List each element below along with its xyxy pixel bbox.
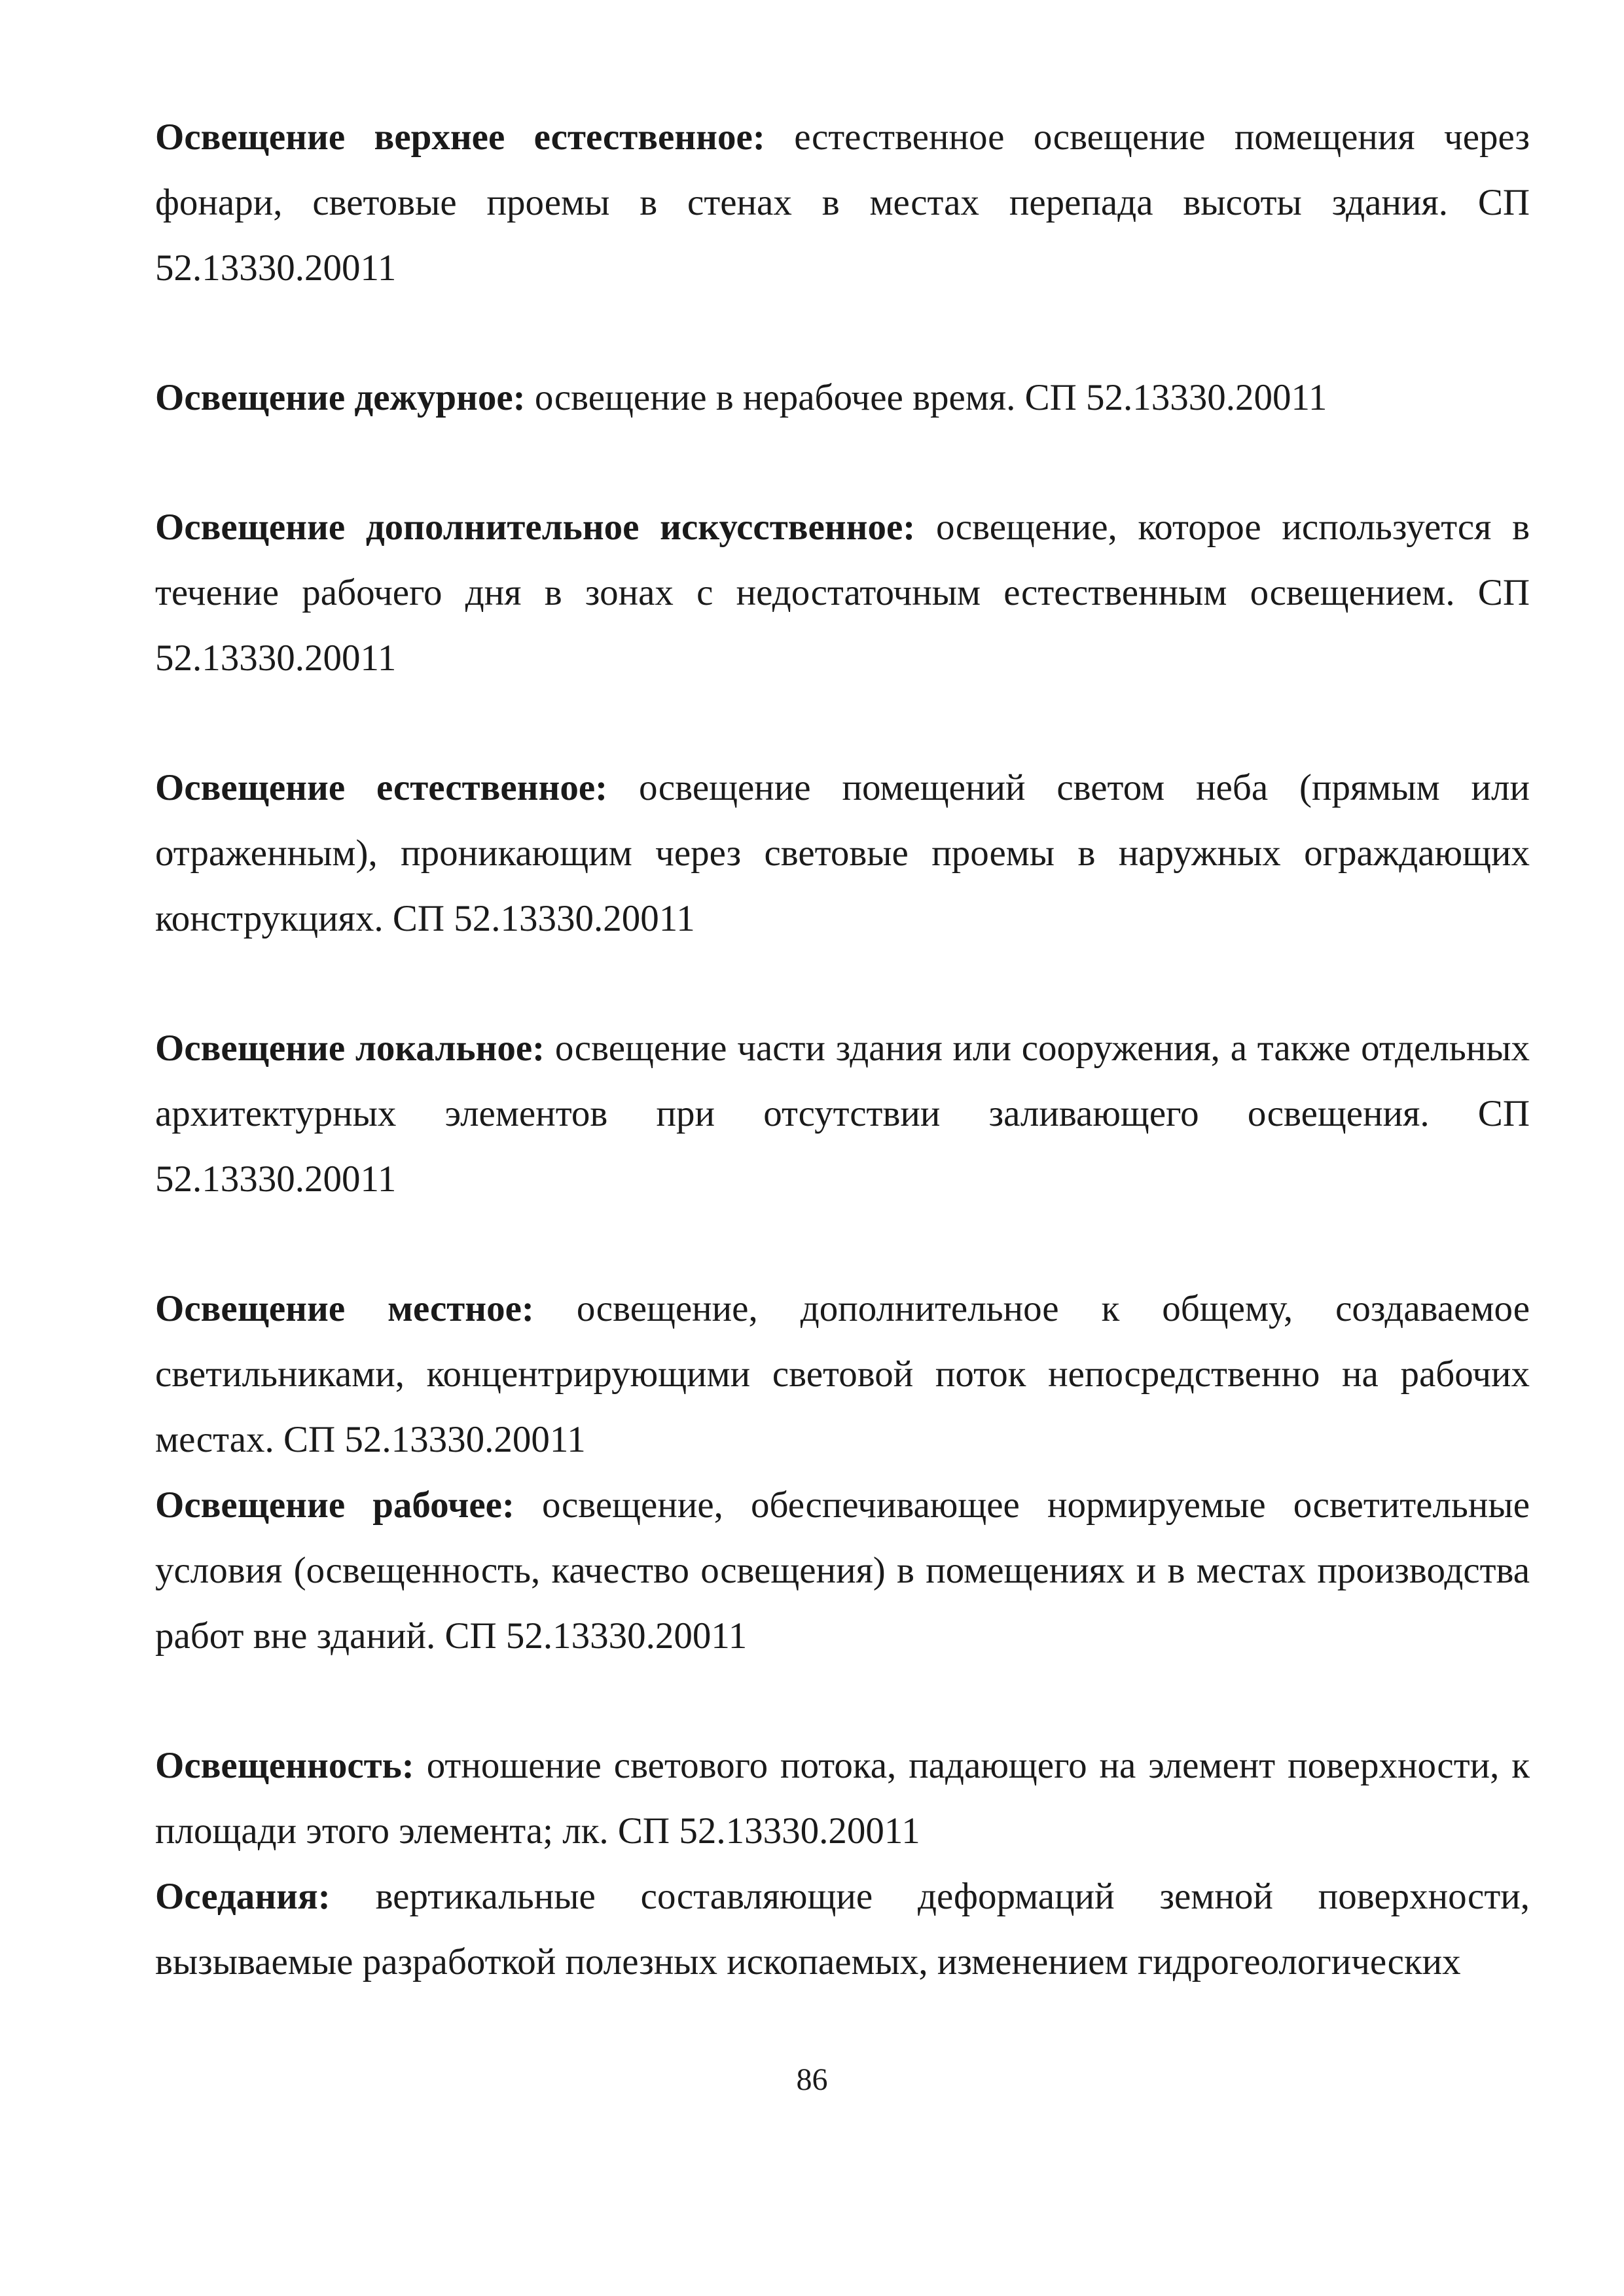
glossary-entry — [155, 755, 1530, 952]
entry-term: Освещение естественное: — [155, 767, 608, 808]
entry-definition: освещение, дополнительное к общему, создаваемое светильниками, концентрирующими световой поток непосредственно на рабочих местах. СП 52.13330.20011 — [155, 1288, 1530, 1460]
glossary-content — [155, 105, 1530, 1995]
entry-definition: освещение части здания или сооружения, а также отдельных архитектурных элементов при отсутствии заливающего освещения. СП 52.13330.20011 — [155, 1028, 1530, 1200]
page-number: 86 — [796, 2062, 828, 2097]
entry-definition: освещение, которое используется в течение рабочего дня в зонах с недостаточным естественным освещением. СП 52.13330.20011 — [155, 507, 1530, 679]
entry-definition: естественное освещение помещения через фонари, световые проемы в стенах в местах перепада высоты здания. СП 52.13330.20011 — [155, 117, 1530, 289]
entry-term: Оседания: — [155, 1876, 331, 1917]
entry-term: Освещение местное: — [155, 1288, 534, 1329]
glossary-entry — [155, 1864, 1530, 1995]
entry-definition: освещение, обеспечивающее нормируемые осветительные условия (освещенность, качество освещения) в помещениях и в местах производства работ вне зданий. СП 52.13330.20011 — [155, 1484, 1530, 1657]
glossary-entry — [155, 1016, 1530, 1212]
entry-definition: вертикальные составляющие деформаций земной поверхности, вызываемые разработкой полезных ископаемых, изменением гидрогеологических — [155, 1876, 1530, 1982]
entry-term: Освещение дежурное: — [155, 377, 526, 418]
entry-term: Освещение дополнительное искусственное: — [155, 507, 916, 548]
entry-term: Освещение рабочее: — [155, 1484, 514, 1526]
entry-term: Освещение локальное: — [155, 1028, 545, 1069]
entry-definition: отношение светового потока, падающего на элемент поверхности, к площади этого элемента; лк. СП 52.13330.20011 — [155, 1745, 1530, 1852]
glossary-entry — [155, 1473, 1530, 1669]
glossary-entry — [155, 495, 1530, 691]
entry-term: Освещение верхнее естественное: — [155, 117, 765, 158]
entry-definition: освещение помещений светом неба (прямым или отраженным), проникающим через световые проемы в наружных ограждающих конструкциях. СП 52.13330.20011 — [155, 767, 1530, 939]
glossary-entry — [155, 105, 1530, 301]
glossary-entry — [155, 1276, 1530, 1473]
entry-term: Освещенность: — [155, 1745, 414, 1786]
glossary-entry — [155, 1733, 1530, 1864]
glossary-entry — [155, 365, 1530, 431]
entry-definition: освещение в нерабочее время. СП 52.13330.20011 — [534, 377, 1327, 418]
